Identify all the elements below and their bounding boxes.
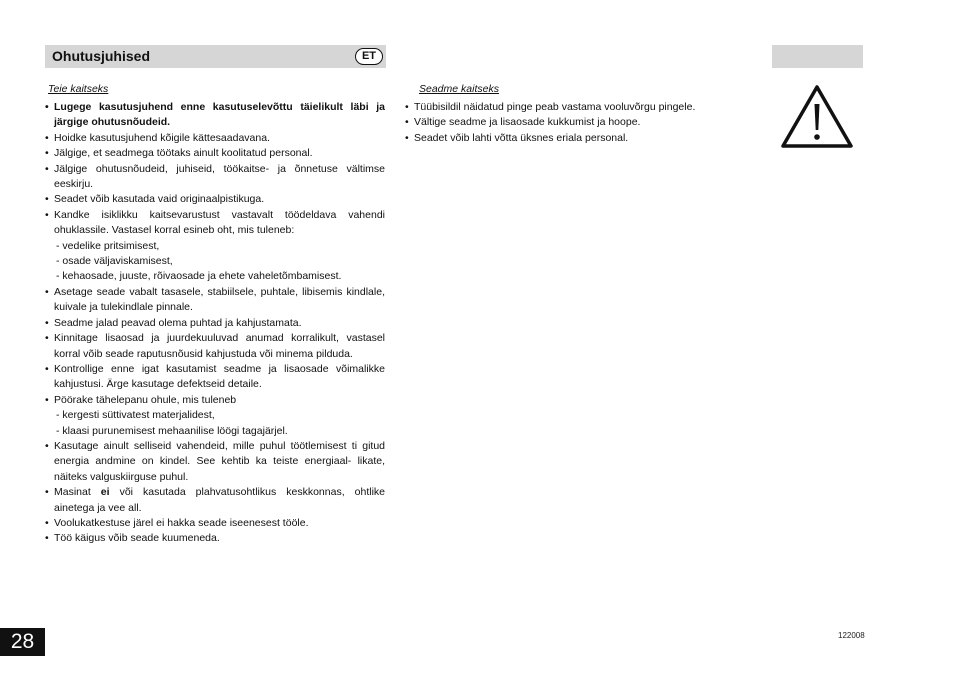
list-item: • Vältige seadme ja lisaosade kukkumist ja hoope. xyxy=(405,115,735,130)
document-code: 122008 xyxy=(838,631,865,640)
device-safety-list xyxy=(405,100,735,146)
section-header xyxy=(45,45,386,68)
list-item: • Hoidke kasutusjuhend kõigile kättesaadavana. xyxy=(45,131,385,146)
list-item: • Seadet võib kasutada vaid originaalpistikuga. xyxy=(45,192,385,207)
list-item: • Lugege kasutusjuhend enne kasutuselevõttu täielikult läbi ja järgige ohutusnõudeid. xyxy=(45,100,385,131)
list-item: • Töö käigus võib seade kuumeneda. xyxy=(45,531,385,546)
page-title: Ohutusjuhised xyxy=(52,48,150,64)
list-item-text: Masinat xyxy=(54,486,91,499)
section-title: Seadme kaitseks xyxy=(419,83,499,95)
warning-triangle-icon xyxy=(780,84,854,149)
list-item-text: või kasutada plahvatusohtlikus keskkonnas, ohtlike ainetega ja vee all. xyxy=(54,486,385,514)
safety-list xyxy=(45,100,385,547)
sub-item: - kehaosade, juuste, rõivaosade ja ehete vaheletõmbamisest. xyxy=(56,270,342,283)
list-item: • Jälgige, et seadmega töötaks ainult koolitatud personal. xyxy=(45,146,385,161)
list-item: • Kasutage ainult selliseid vahendeid, mille puhul töötlemisest ti gitud energia andmine on kindel. See kehtib ka teiste energiaal- likate, näiteks valguskiirguse puhul. xyxy=(45,439,385,485)
list-item: • Kinnitage lisaosad ja juurdekuuluvad anumad korralikult, vastasel korral võib seade raputusnõusid kahjustuda või minema pilduda. xyxy=(45,331,385,362)
sub-item: - kergesti süttivatest materjalidest, xyxy=(56,409,215,422)
sub-item: - klaasi purunemisest mehaanilise löögi tagajärjel. xyxy=(56,424,288,437)
list-item: • Asetage seade vabalt tasasele, stabiilsele, puhtale, libisemis kindlale, kuivale ja tulekindlale pinnale. xyxy=(45,285,385,316)
your-protection-section xyxy=(45,83,385,547)
list-item: • Voolukatkestuse järel ei hakka seade iseenesest tööle. xyxy=(45,516,385,531)
list-item xyxy=(45,485,385,516)
list-item-text: Kandke isiklikku kaitsevarustust vastavalt töödeldava vahendi ohuklassile. Vastasel korral esineb oht, mis tuleneb: xyxy=(54,208,385,237)
device-protection-section xyxy=(405,83,735,146)
list-item: • Seadme jalad peavad olema puhtad ja kahjustamata. xyxy=(45,316,385,331)
side-header-bar xyxy=(772,45,863,68)
list-item: • Tüübisildil näidatud pinge peab vastama vooluvõrgu pingele. xyxy=(405,100,735,115)
page-number: 28 xyxy=(0,628,45,656)
list-item: • Jälgige ohutusnõudeid, juhiseid, töökaitse- ja õnnetuse vältimse eeskirju. xyxy=(45,162,385,193)
list-item-text: Pöörake tähelepanu ohule, mis tuleneb xyxy=(54,393,237,406)
list-item: • Seadet võib lahti võtta üksnes eriala personal. xyxy=(405,131,735,146)
list-item: • Kontrollige enne igat kasutamist seadme ja lisaosade võimalikke kahjustusi. Ärge kasutage defektseid detaile. xyxy=(45,362,385,393)
sub-item: - vedelike pritsimisest, xyxy=(56,239,160,252)
list-item xyxy=(45,208,385,285)
emphasis-text: ei xyxy=(100,486,110,499)
sub-item: - osade väljaviskamisest, xyxy=(56,255,173,268)
section-title: Teie kaitseks xyxy=(48,83,109,95)
list-item xyxy=(45,393,385,439)
language-badge: ET xyxy=(355,48,383,65)
